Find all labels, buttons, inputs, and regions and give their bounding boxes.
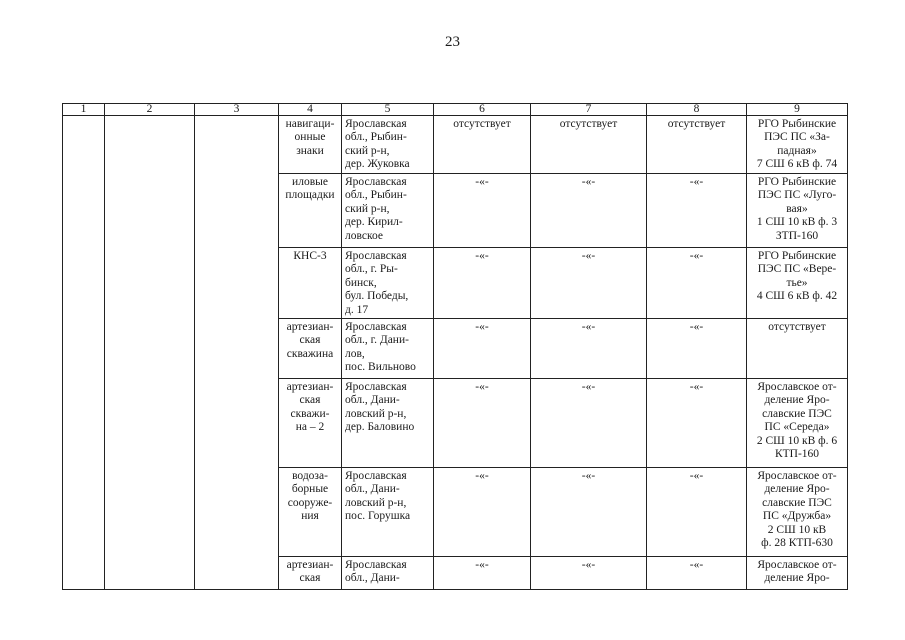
power-source-cell-line: славские ПЭС — [762, 407, 832, 420]
address-cell-line: д. 17 — [345, 303, 369, 316]
status-cell-col-8: -«- — [647, 174, 747, 248]
address-cell-line: ловское — [345, 229, 383, 242]
object-name-cell-line: ская — [299, 334, 321, 347]
object-name-cell-line: скважина — [286, 347, 334, 360]
address-cell-line: обл., Дани- — [345, 483, 400, 496]
address-cell — [342, 319, 434, 379]
power-source-cell-line: славские ПЭС — [762, 496, 832, 509]
object-name-cell — [279, 379, 342, 468]
address-cell-line: обл., Рыбин- — [345, 131, 407, 144]
power-source-cell — [747, 174, 848, 248]
power-source-cell — [747, 468, 848, 557]
header-col-7: 7 — [531, 104, 647, 116]
object-name-cell-line: ская — [299, 572, 321, 585]
power-source-cell-line: РГО Рыбинские — [757, 250, 837, 262]
status-cell-col-6: отсутствует — [434, 116, 531, 174]
status-cell-col-8: отсутствует — [647, 116, 747, 174]
object-name-cell-line: ния — [301, 510, 319, 523]
object-name-cell-line: КНС-3 — [293, 250, 327, 262]
page-number: 23 — [445, 34, 460, 50]
address-cell-line: Ярославская — [345, 470, 407, 483]
object-name-cell — [279, 468, 342, 557]
status-cell-col-6: -«- — [434, 248, 531, 319]
status-cell-col-8: -«- — [647, 319, 747, 379]
power-source-cell-line: деление Яро- — [764, 394, 830, 407]
address-cell-line: дер. Баловино — [345, 421, 415, 434]
status-cell-col-7: -«- — [531, 379, 647, 468]
object-name-cell-line: артезиан- — [286, 381, 334, 394]
object-name-cell-line: борные — [291, 483, 329, 496]
status-cell-col-8: -«- — [647, 468, 747, 557]
object-name-cell-line: ская — [299, 394, 321, 407]
status-cell-col-6: -«- — [434, 319, 531, 379]
address-cell-line: бул. Победы, — [345, 290, 409, 303]
object-name-cell-line: артезиан- — [286, 321, 334, 334]
address-cell-line: лов, — [345, 347, 365, 360]
power-source-cell — [747, 248, 848, 319]
address-cell-line: ловский р-н, — [345, 407, 407, 420]
status-cell-col-7: -«- — [531, 248, 647, 319]
object-name-cell-line: водоза- — [292, 470, 328, 483]
object-name-cell — [279, 174, 342, 248]
data-table — [62, 103, 848, 590]
power-source-cell-line: 1 СШ 10 кВ ф. 3 — [756, 216, 838, 229]
address-cell — [342, 174, 434, 248]
table-header-row — [63, 104, 848, 116]
power-source-cell-line: Ярославское от- — [757, 470, 837, 483]
power-source-cell-line: деление Яро- — [764, 572, 830, 585]
power-source-cell-line: деление Яро- — [764, 483, 830, 496]
address-cell-line: пос. Вильново — [345, 361, 416, 374]
power-source-cell-line: 7 СШ 6 кВ ф. 74 — [756, 158, 838, 171]
object-name-cell-line: сооруже- — [287, 496, 333, 509]
power-source-cell-line: Ярославское от- — [757, 381, 837, 394]
power-source-cell-line: КТП-160 — [774, 448, 820, 461]
address-cell-line: обл., г. Ры- — [345, 263, 398, 276]
object-name-cell-line: скважи- — [290, 407, 330, 420]
power-source-cell-line: падная» — [777, 144, 817, 157]
address-cell-line: Ярославская — [345, 250, 407, 262]
header-col-3: 3 — [195, 104, 279, 116]
object-name-cell-line: онные — [294, 131, 326, 144]
object-name-cell-line: на – 2 — [295, 421, 325, 434]
address-cell-line: Ярославская — [345, 321, 407, 334]
power-source-cell-line: ПС «Середа» — [764, 421, 830, 434]
address-cell-line: обл., г. Дани- — [345, 334, 409, 347]
address-cell — [342, 248, 434, 319]
address-cell — [342, 116, 434, 174]
address-cell-line: Ярославская — [345, 381, 407, 394]
address-cell-line: Ярославская — [345, 118, 407, 130]
power-source-cell-line: вая» — [786, 202, 808, 215]
power-source-cell-line: РГО Рыбинские — [757, 176, 837, 188]
address-cell-line: дер. Кирил- — [345, 216, 403, 229]
power-source-cell-line: РГО Рыбинские — [757, 118, 837, 130]
object-name-cell — [279, 319, 342, 379]
status-cell-col-7: -«- — [531, 174, 647, 248]
power-source-cell-line: отсутствует — [768, 321, 826, 334]
status-cell-col-6: -«- — [434, 557, 531, 590]
power-source-cell-line: ПС «Дружба» — [762, 510, 832, 523]
object-name-cell-line: площадки — [285, 189, 335, 202]
power-source-cell-line: ПЭС ПС «Вере- — [757, 263, 837, 276]
address-cell-line: Ярославская — [345, 176, 407, 188]
header-col-5: 5 — [342, 104, 434, 116]
address-cell-line: ский р-н, — [345, 202, 390, 215]
address-cell-line: ский р-н, — [345, 144, 390, 157]
status-cell-col-7: -«- — [531, 319, 647, 379]
power-source-cell-line: Ярославское от- — [757, 559, 837, 572]
address-cell-line: обл., Дани- — [345, 394, 400, 407]
address-cell-line: Ярославская — [345, 559, 407, 572]
status-cell-col-7: -«- — [531, 557, 647, 590]
power-source-cell-line: ПЭС ПС «За- — [764, 131, 830, 144]
object-name-cell-line: артезиан- — [286, 559, 334, 572]
power-source-cell-line: тье» — [786, 276, 808, 289]
power-source-cell — [747, 319, 848, 379]
header-col-4: 4 — [279, 104, 342, 116]
object-name-cell — [279, 248, 342, 319]
power-source-cell-line: ф. 28 КТП-630 — [761, 537, 833, 550]
power-source-cell — [747, 116, 848, 174]
status-cell-col-8: -«- — [647, 379, 747, 468]
header-col-2: 2 — [105, 104, 195, 116]
address-cell — [342, 468, 434, 557]
header-col-9: 9 — [747, 104, 848, 116]
power-source-cell — [747, 557, 848, 590]
power-source-cell-line: 2 СШ 10 кВ — [767, 523, 827, 536]
power-source-cell-line: 4 СШ 6 кВ ф. 42 — [756, 290, 838, 303]
status-cell-col-8: -«- — [647, 248, 747, 319]
status-cell-col-8: -«- — [647, 557, 747, 590]
address-cell-line: пос. Горушка — [345, 510, 411, 523]
address-cell — [342, 379, 434, 468]
address-cell — [342, 557, 434, 590]
status-cell-col-6: -«- — [434, 174, 531, 248]
empty-cell-col-2 — [105, 116, 195, 590]
table-row — [63, 116, 848, 174]
header-col-8: 8 — [647, 104, 747, 116]
header-col-1: 1 — [63, 104, 105, 116]
empty-cell-col-3 — [195, 116, 279, 590]
status-cell-col-6: -«- — [434, 379, 531, 468]
address-cell-line: обл., Рыбин- — [345, 189, 407, 202]
status-cell-col-6: -«- — [434, 468, 531, 557]
object-name-cell — [279, 116, 342, 174]
power-source-cell-line: ПЭС ПС «Луго- — [757, 189, 837, 202]
address-cell-line: дер. Жуковка — [345, 158, 410, 171]
object-name-cell — [279, 557, 342, 590]
power-source-cell-line: ЗТП-160 — [775, 229, 819, 242]
address-cell-line: обл., Дани- — [345, 572, 400, 585]
power-source-cell — [747, 379, 848, 468]
address-cell-line: бинск, — [345, 276, 377, 289]
power-source-cell-line: 2 СШ 10 кВ ф. 6 — [756, 434, 838, 447]
status-cell-col-7: -«- — [531, 468, 647, 557]
header-col-6: 6 — [434, 104, 531, 116]
object-name-cell-line: знаки — [296, 144, 324, 157]
object-name-cell-line: навигаци- — [285, 118, 335, 130]
address-cell-line: ловский р-н, — [345, 496, 407, 509]
status-cell-col-7: отсутствует — [531, 116, 647, 174]
object-name-cell-line: иловые — [292, 176, 328, 188]
empty-cell-col-1 — [63, 116, 105, 590]
